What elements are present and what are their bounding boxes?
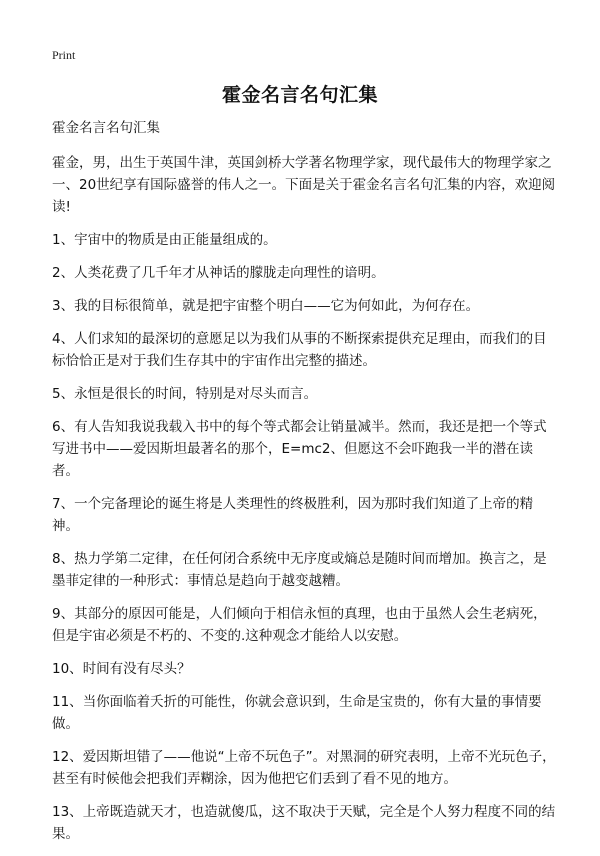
quote-text: 一个完备理论的诞生将是人类理性的终极胜利，因为那时我们知道了上帝的精神。 xyxy=(52,496,534,534)
quote-number: 13、 xyxy=(52,804,83,820)
quote-list xyxy=(52,229,557,845)
quote-text: 宇宙中的物质是由正能量组成的。 xyxy=(74,232,277,248)
quote-item xyxy=(52,383,557,405)
quote-number: 5、 xyxy=(52,386,75,402)
quote-number: 10、 xyxy=(52,661,83,677)
quote-item xyxy=(52,229,557,251)
quote-item xyxy=(52,548,557,592)
quote-item xyxy=(52,603,557,647)
quote-number: 3、 xyxy=(52,298,75,314)
quote-number: 6、 xyxy=(52,419,75,435)
quote-item xyxy=(52,328,557,372)
quote-number: 8、 xyxy=(52,551,75,567)
quote-text: 当你面临着夭折的可能性，你就会意识到，生命是宝贵的，你有大量的事情要做。 xyxy=(52,694,542,732)
quote-number: 4、 xyxy=(52,331,75,347)
document-subtitle: 霍金名言名句汇集 xyxy=(52,120,160,136)
quote-text: 人类花费了几千年才从神话的朦胧走向理性的谙明。 xyxy=(74,265,385,281)
quote-item xyxy=(52,262,557,284)
quote-item xyxy=(52,801,557,845)
quote-item xyxy=(52,493,557,537)
quote-item xyxy=(52,691,557,735)
intro-paragraph: 霍金，男，出生于英国牛津，英国剑桥大学著名物理学家，现代最伟大的物理学家之一、20世纪享有国际盛誉的伟人之一。下面是关于霍金名言名句汇集的内容，欢迎阅读! xyxy=(52,155,556,215)
quote-number: 1、 xyxy=(52,232,75,248)
quote-text: 爱因斯坦错了——他说“上帝不玩色子”。对黑洞的研究表明，上帝不光玩色子，甚至有时候他会把我们弄糊涂，因为他把它们丢到了看不见的地方。 xyxy=(52,749,556,787)
page-title: 霍金名言名句汇集 xyxy=(221,84,378,106)
quote-item xyxy=(52,295,557,317)
quote-text: 我的目标很简单，就是把宇宙整个明白——它为何如此，为何存在。 xyxy=(74,298,480,314)
print-link[interactable]: Print xyxy=(52,48,76,62)
quote-text: 热力学第二定律，在任何闭合系统中无序度或熵总是随时间而增加。换言之，是墨菲定律的一种形式：事情总是趋向于越变越糟。 xyxy=(52,551,547,589)
quote-text: 永恒是很长的时间，特别是对尽头而言。 xyxy=(74,386,318,402)
quote-text: 上帝既造就天才，也造就傻瓜，这不取决于天赋，完全是个人努力程度不同的结果。 xyxy=(52,804,556,842)
quote-text: 时间有没有尽头？ xyxy=(82,661,191,677)
quote-text: 人们求知的最深切的意愿足以为我们从事的不断探索提供充足理由，而我们的目标恰恰正是对于我们生存其中的宇宙作出完整的描述。 xyxy=(52,331,547,369)
quote-item xyxy=(52,658,557,680)
quote-number: 9、 xyxy=(52,606,75,622)
quote-number: 2、 xyxy=(52,265,75,281)
quote-item xyxy=(52,746,557,790)
document-body xyxy=(52,117,557,856)
quote-number: 12、 xyxy=(52,749,83,765)
quote-number: 11、 xyxy=(52,694,83,710)
quote-number: 7、 xyxy=(52,496,75,512)
quote-item xyxy=(52,416,557,482)
quote-text: 有人告知我说我载入书中的每个等式都会让销量减半。然而，我还是把一个等式写进书中——爱因斯坦最著名的那个，E=mc2、但愿这不会吓跑我一半的潜在读者。 xyxy=(52,419,547,479)
quote-text: 其部分的原因可能是，人们倾向于相信永恒的真理，也由于虽然人会生老病死，但是宇宙必须是不朽的、不变的.这种观念才能给人以安慰。 xyxy=(52,606,547,644)
